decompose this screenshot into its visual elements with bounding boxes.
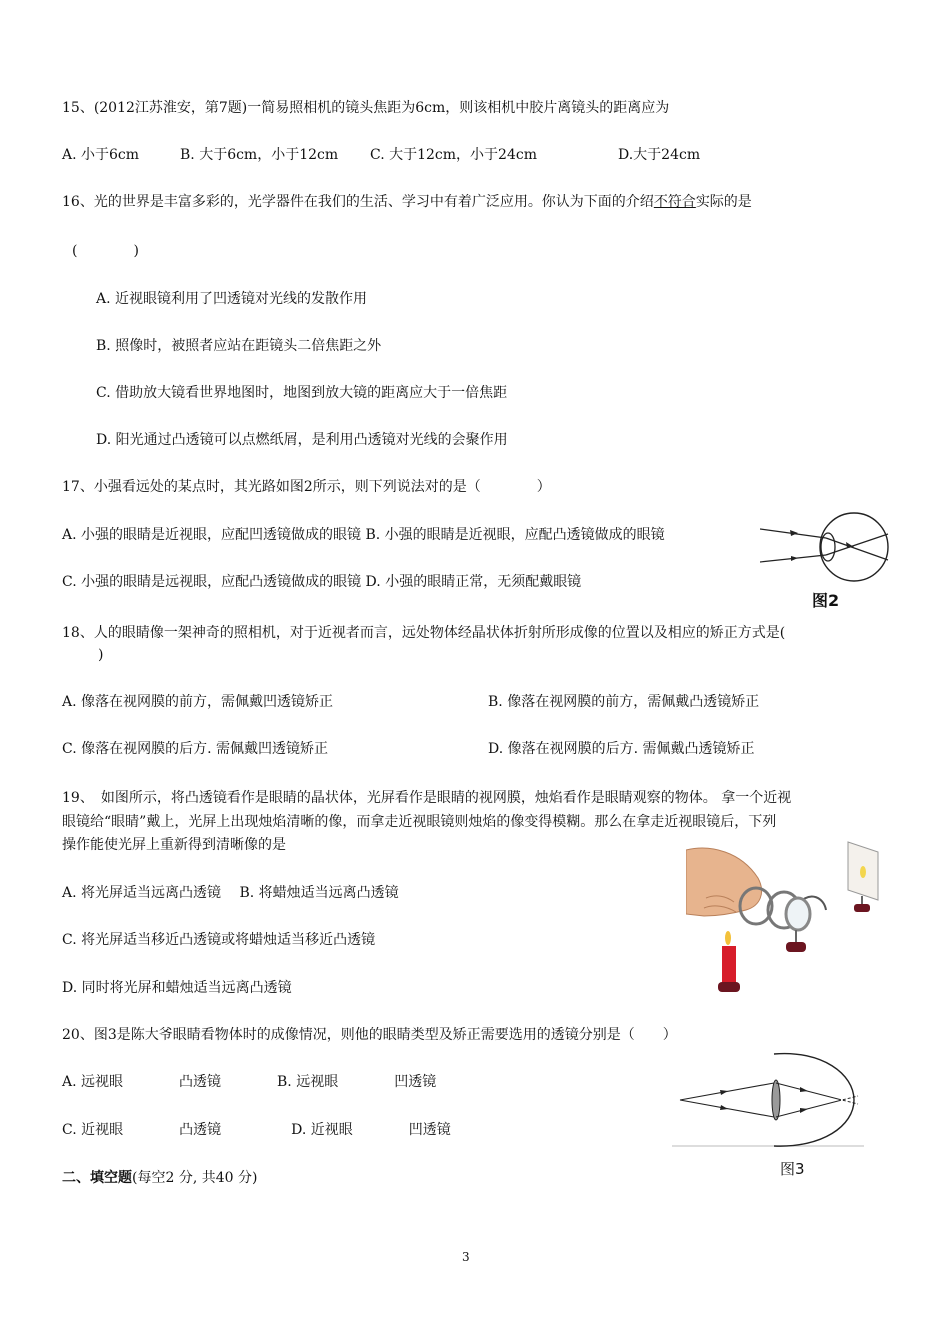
- q16-option-c: C. 借助放大镜看世界地图时，地图到放大镜的距离应大于一倍焦距: [96, 385, 508, 401]
- q16-stem-after: 实际的是: [695, 194, 752, 210]
- section-2-heading: [62, 1168, 257, 1188]
- q17-stem: 17、小强看远处的某点时，其光路如图2所示，则下列说法对的是（ ）: [62, 479, 551, 495]
- page-number: 3: [462, 1250, 470, 1264]
- q17-options-row1: A. 小强的眼睛是近视眼，应配凹透镜做成的眼镜 B. 小强的眼睛是近视眼，应配凸透镜做成的眼镜: [62, 527, 665, 543]
- section-2-note: (每空2 分, 共40 分): [132, 1170, 258, 1186]
- q19-stem-line3: 操作能使光屏上重新得到清晰像的是: [62, 837, 286, 853]
- q16-stem-underlined: 不符合: [653, 194, 696, 210]
- section-2-title: 二、填空题: [62, 1170, 132, 1186]
- q15-stem: 15、(2012江苏淮安，第7题)一简易照相机的镜头焦距为6cm，则该相机中胶片离镜头的距离应为: [62, 100, 670, 116]
- figure-lens-experiment-photo: [686, 838, 886, 1000]
- q15-option-a: A. 小于6cm: [62, 147, 140, 163]
- q19-stem-line2: 眼镜给“眼睛”戴上，光屏上出现烛焰清晰的像，而拿走近视眼镜则烛焰的像变得模糊。那么在拿走近视眼镜后，下列: [62, 814, 777, 830]
- q16-stem: [62, 192, 752, 212]
- q18-option-a: A. 像落在视网膜的前方，需佩戴凹透镜矫正: [62, 694, 334, 710]
- figure-2-eye-diagram: [760, 510, 895, 585]
- q16-option-b: B. 照像时，被照者应站在距镜头二倍焦距之外: [96, 338, 382, 354]
- q15-option-b: B. 大于6cm，小于12cm: [180, 147, 339, 163]
- q16-stem-before: 16、光的世界是丰富多彩的，光学器件在我们的生活、学习中有着广泛应用。你认为下面的介绍: [62, 194, 654, 210]
- q16-option-d: D. 阳光通过凸透镜可以点燃纸屑，是利用凸透镜对光线的会聚作用: [96, 432, 508, 448]
- q18-stem-line1: 18、人的眼睛像一架神奇的照相机，对于近视者而言，远处物体经晶状体折射所形成像的位置以及相应的矫正方式是(: [62, 625, 786, 641]
- figure-3-caption: 图3: [780, 1160, 805, 1178]
- hand: [686, 848, 762, 916]
- figure-3-eye-diagram: [672, 1050, 864, 1150]
- q18-stem-line2: ): [98, 647, 104, 663]
- figure-2-caption: 图2: [812, 591, 840, 610]
- q18-option-d: D. 像落在视网膜的后方. 需佩戴凸透镜矫正: [488, 741, 755, 757]
- q19-option-ab: A. 将光屏适当远离凸透镜 B. 将蜡烛适当远离凸透镜: [62, 885, 399, 901]
- q17-options-row2: C. 小强的眼睛是远视眼，应配凸透镜做成的眼镜 D. 小强的眼睛正常，无须配戴眼镜: [62, 574, 582, 590]
- q16-answer-blank: ( ): [72, 243, 139, 259]
- q19-option-d: D. 同时将光屏和蜡烛适当远离凸透镜: [62, 980, 292, 996]
- q18-option-b: B. 像落在视网膜的前方，需佩戴凸透镜矫正: [488, 694, 760, 710]
- q18-option-c: C. 像落在视网膜的后方. 需佩戴凹透镜矫正: [62, 741, 329, 757]
- q16-option-a: A. 近视眼镜利用了凹透镜对光线的发散作用: [96, 291, 368, 307]
- q20-stem: 20、图3是陈大爷眼睛看物体时的成像情况，则他的眼睛类型及矫正需要选用的透镜分别是（ ）: [62, 1027, 677, 1043]
- q19-stem-line1: 19、 如图所示，将凸透镜看作是眼睛的晶状体，光屏看作是眼睛的视网膜，烛焰看作是眼睛观察的物体。 拿一个近视: [62, 790, 792, 806]
- q20-options-row1: A. 远视眼 凸透镜 B. 远视眼 凹透镜: [62, 1074, 437, 1090]
- q15-option-d: D.大于24cm: [618, 147, 701, 163]
- q19-option-c: C. 将光屏适当移近凸透镜或将蜡烛适当移近凸透镜: [62, 932, 376, 948]
- q20-options-row2: C. 近视眼 凸透镜 D. 近视眼 凹透镜: [62, 1122, 451, 1138]
- q15-option-c: C. 大于12cm，小于24cm: [370, 147, 537, 163]
